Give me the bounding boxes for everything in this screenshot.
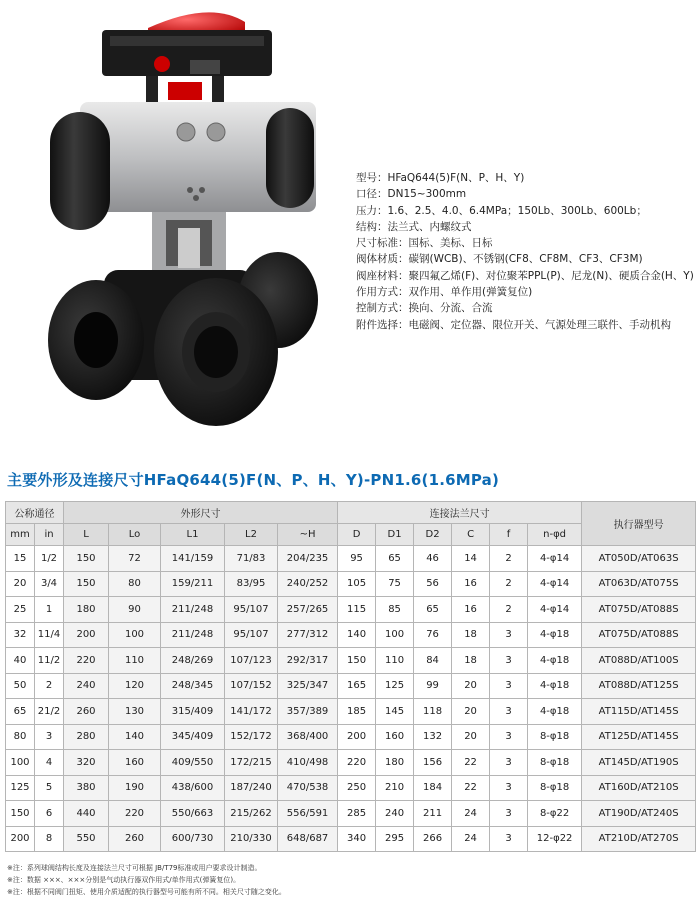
table-cell: 3 — [490, 801, 528, 827]
table-row — [6, 801, 696, 827]
table-row — [6, 775, 696, 801]
table-cell: 150 — [6, 801, 35, 827]
table-cell: 4-φ18 — [528, 648, 582, 674]
table-cell: 211/248 — [161, 597, 225, 623]
table-cell: 20 — [452, 699, 490, 725]
table-cell: 210 — [376, 775, 414, 801]
header-D2: D2 — [414, 524, 452, 546]
table-cell: 156 — [414, 750, 452, 776]
header-C: C — [452, 524, 490, 546]
table-cell: 3 — [490, 673, 528, 699]
header-f: f — [490, 524, 528, 546]
table-cell: 357/389 — [278, 699, 338, 725]
table-cell: 140 — [109, 724, 161, 750]
table-cell: 4-φ14 — [528, 597, 582, 623]
table-cell: 3 — [490, 622, 528, 648]
table-cell: 280 — [64, 724, 109, 750]
table-cell: 220 — [109, 801, 161, 827]
header-L: L — [64, 524, 109, 546]
table-cell: 24 — [452, 801, 490, 827]
table-cell: AT075D/AT088S — [582, 622, 696, 648]
table-cell: 257/265 — [278, 597, 338, 623]
table-cell: 160 — [376, 724, 414, 750]
table-cell: 345/409 — [161, 724, 225, 750]
table-row — [6, 622, 696, 648]
table-cell: 8 — [35, 826, 64, 852]
table-cell: 145 — [376, 699, 414, 725]
table-cell: 90 — [109, 597, 161, 623]
table-cell: 380 — [64, 775, 109, 801]
table-cell: 187/240 — [225, 775, 278, 801]
table-cell: 4-φ14 — [528, 546, 582, 572]
table-cell: AT115D/AT145S — [582, 699, 696, 725]
table-cell: 248/269 — [161, 648, 225, 674]
table-cell: 410/498 — [278, 750, 338, 776]
table-cell: 3 — [490, 750, 528, 776]
table-cell: 260 — [109, 826, 161, 852]
table-cell: 248/345 — [161, 673, 225, 699]
table-cell: 25 — [6, 597, 35, 623]
table-cell: 180 — [64, 597, 109, 623]
table-cell: 409/550 — [161, 750, 225, 776]
header-L2: L2 — [225, 524, 278, 546]
table-cell: 2 — [490, 546, 528, 572]
table-cell: 210/330 — [225, 826, 278, 852]
table-cell: 3 — [490, 775, 528, 801]
table-cell: 240 — [64, 673, 109, 699]
table-cell: 83/95 — [225, 571, 278, 597]
table-cell: 2 — [490, 597, 528, 623]
spec-list — [356, 170, 696, 333]
table-cell: 8-φ22 — [528, 801, 582, 827]
spec-size-standard: 尺寸标准：国标、美标、日标 — [356, 237, 493, 250]
table-cell: 85 — [376, 597, 414, 623]
table-cell: AT125D/AT145S — [582, 724, 696, 750]
table-cell: 32 — [6, 622, 35, 648]
table-cell: 240/252 — [278, 571, 338, 597]
table-cell: 220 — [64, 648, 109, 674]
table-cell: 16 — [452, 571, 490, 597]
table-cell: 200 — [64, 622, 109, 648]
table-cell: 204/235 — [278, 546, 338, 572]
table-cell: 18 — [452, 622, 490, 648]
table-cell: 40 — [6, 648, 35, 674]
table-cell: 20 — [452, 673, 490, 699]
table-cell: 115 — [338, 597, 376, 623]
table-cell: 184 — [414, 775, 452, 801]
footnote: ※注：数据 ×××、×××分别是气动执行器双作用式/单作用式(弹簧复位)。 — [7, 876, 241, 884]
table-cell: 141/159 — [161, 546, 225, 572]
table-cell: 185 — [338, 699, 376, 725]
table-cell: 150 — [64, 546, 109, 572]
table-cell: 600/730 — [161, 826, 225, 852]
spec-action-mode: 作用方式：双作用、单作用(弹簧复位) — [356, 286, 533, 299]
table-cell: 180 — [376, 750, 414, 776]
table-cell: AT145D/AT190S — [582, 750, 696, 776]
table-cell: 152/172 — [225, 724, 278, 750]
header-mm: mm — [6, 524, 35, 546]
table-cell: 285 — [338, 801, 376, 827]
table-row — [6, 673, 696, 699]
table-cell: 292/317 — [278, 648, 338, 674]
table-cell: 556/591 — [278, 801, 338, 827]
table-cell: AT050D/AT063S — [582, 546, 696, 572]
table-cell: 3 — [490, 699, 528, 725]
table-row — [6, 699, 696, 725]
table-row — [6, 826, 696, 852]
table-cell: 12-φ22 — [528, 826, 582, 852]
table-cell: 56 — [414, 571, 452, 597]
table-cell: 125 — [6, 775, 35, 801]
table-cell: AT160D/AT210S — [582, 775, 696, 801]
table-cell: 550 — [64, 826, 109, 852]
table-cell: 3 — [490, 648, 528, 674]
table-cell: 11/2 — [35, 648, 64, 674]
table-cell: 3 — [490, 724, 528, 750]
table-cell: 295 — [376, 826, 414, 852]
table-cell: 8-φ18 — [528, 775, 582, 801]
table-cell: 211 — [414, 801, 452, 827]
table-cell: 3 — [490, 826, 528, 852]
header-D1: D1 — [376, 524, 414, 546]
footnotes — [7, 862, 286, 898]
table-cell: 2 — [35, 673, 64, 699]
table-cell: 107/152 — [225, 673, 278, 699]
table-cell: 550/663 — [161, 801, 225, 827]
table-cell: 315/409 — [161, 699, 225, 725]
table-cell: 4-φ18 — [528, 699, 582, 725]
table-cell: 150 — [338, 648, 376, 674]
table-cell: 368/400 — [278, 724, 338, 750]
footnote: ※注：系列球阀结构长度及连接法兰尺寸可根据 JB/T79标准或用户要求设计制造。 — [7, 864, 262, 872]
table-cell: 20 — [452, 724, 490, 750]
table-cell: 14 — [452, 546, 490, 572]
table-cell: 320 — [64, 750, 109, 776]
header-D: D — [338, 524, 376, 546]
table-cell: 140 — [338, 622, 376, 648]
table-cell: 65 — [414, 597, 452, 623]
table-cell: 80 — [109, 571, 161, 597]
table-cell: 150 — [64, 571, 109, 597]
table-cell: 95/107 — [225, 622, 278, 648]
spec-structure: 结构：法兰式、内螺纹式 — [356, 220, 472, 233]
table-cell: 20 — [6, 571, 35, 597]
header-H: ~H — [278, 524, 338, 546]
table-cell: 105 — [338, 571, 376, 597]
table-cell: 65 — [6, 699, 35, 725]
spec-control-mode: 控制方式：换向、分流、合流 — [356, 302, 493, 315]
table-cell: 18 — [452, 648, 490, 674]
table-row — [6, 546, 696, 572]
table-cell: 200 — [338, 724, 376, 750]
table-cell: 6 — [35, 801, 64, 827]
table-cell: 130 — [109, 699, 161, 725]
table-cell: 200 — [6, 826, 35, 852]
header-L1: L1 — [161, 524, 225, 546]
table-cell: 4 — [35, 750, 64, 776]
table-cell: 3 — [35, 724, 64, 750]
table-cell: AT088D/AT100S — [582, 648, 696, 674]
table-cell: 100 — [376, 622, 414, 648]
table-cell: 11/4 — [35, 622, 64, 648]
dimension-table — [5, 501, 696, 852]
table-cell: 250 — [338, 775, 376, 801]
table-cell: AT075D/AT088S — [582, 597, 696, 623]
table-cell: 4-φ14 — [528, 571, 582, 597]
table-cell: 110 — [109, 648, 161, 674]
table-cell: 84 — [414, 648, 452, 674]
table-cell: 648/687 — [278, 826, 338, 852]
table-cell: 141/172 — [225, 699, 278, 725]
table-cell: 22 — [452, 750, 490, 776]
table-cell: AT190D/AT240S — [582, 801, 696, 827]
table-cell: 120 — [109, 673, 161, 699]
table-row — [6, 724, 696, 750]
table-cell: AT063D/AT075S — [582, 571, 696, 597]
table-cell: 4-φ18 — [528, 622, 582, 648]
footnote: ※注：根据不同阀门扭矩、使用介质适配的执行器型号可能有所不同。相关尺寸随之变化。 — [7, 888, 286, 896]
table-body — [6, 546, 696, 852]
table-cell: 65 — [376, 546, 414, 572]
spec-model: 型号：HFaQ644(5)F(N、P、H、Y) — [356, 172, 525, 184]
table-cell: 100 — [6, 750, 35, 776]
table-cell: 132 — [414, 724, 452, 750]
table-cell: 266 — [414, 826, 452, 852]
table-cell: 220 — [338, 750, 376, 776]
spec-body-material: 阀体材质：碳钢(WCB)、不锈钢(CF8、CF8M、CF3、CF3M) — [356, 253, 643, 266]
table-cell: 107/123 — [225, 648, 278, 674]
table-cell: 215/262 — [225, 801, 278, 827]
table-cell: 260 — [64, 699, 109, 725]
table-cell: 46 — [414, 546, 452, 572]
spec-pressure: 压力：1.6、2.5、4.0、6.4MPa；150Lb、300Lb、600Lb； — [356, 204, 647, 217]
table-cell: 438/600 — [161, 775, 225, 801]
table-cell: 15 — [6, 546, 35, 572]
table-cell: 80 — [6, 724, 35, 750]
table-cell: 71/83 — [225, 546, 278, 572]
table-cell: 21/2 — [35, 699, 64, 725]
table-cell: 2 — [490, 571, 528, 597]
table-cell: 8-φ18 — [528, 724, 582, 750]
table-cell: 211/248 — [161, 622, 225, 648]
table-cell: 1 — [35, 597, 64, 623]
spec-accessories: 附件选择：电磁阀、定位器、限位开关、气源处理三联件、手动机构 — [356, 318, 671, 331]
table-row — [6, 648, 696, 674]
spec-bore: 口径：DN15~300mm — [356, 188, 467, 201]
table-cell: 24 — [452, 826, 490, 852]
header-Lo: Lo — [109, 524, 161, 546]
table-cell: 16 — [452, 597, 490, 623]
header-nominal-bore: 公称通径 — [6, 502, 64, 524]
table-cell: 125 — [376, 673, 414, 699]
table-title: 主要外形及连接尺寸HFaQ644(5)F(N、P、H、Y)-PN1.6(1.6MPa) — [7, 471, 500, 489]
table-row — [6, 571, 696, 597]
table-group-header-row — [6, 502, 696, 524]
header-actuator-model: 执行器型号 — [582, 502, 696, 546]
table-cell: 76 — [414, 622, 452, 648]
table-cell: AT210D/AT270S — [582, 826, 696, 852]
table-cell: 118 — [414, 699, 452, 725]
table-cell: 277/312 — [278, 622, 338, 648]
table-cell: 190 — [109, 775, 161, 801]
table-cell: 340 — [338, 826, 376, 852]
table-cell: 172/215 — [225, 750, 278, 776]
table-cell: 4-φ18 — [528, 673, 582, 699]
valve-product-photo — [40, 0, 340, 430]
table-cell: 99 — [414, 673, 452, 699]
table-cell: 325/347 — [278, 673, 338, 699]
table-cell: 159/211 — [161, 571, 225, 597]
table-cell: 440 — [64, 801, 109, 827]
header-outline-dims: 外形尺寸 — [64, 502, 338, 524]
table-cell: 5 — [35, 775, 64, 801]
table-cell: 240 — [376, 801, 414, 827]
header-n-phi-d: n-φd — [528, 524, 582, 546]
header-flange-dims: 连接法兰尺寸 — [338, 502, 582, 524]
table-cell: 165 — [338, 673, 376, 699]
table-cell: 22 — [452, 775, 490, 801]
table-cell: 3/4 — [35, 571, 64, 597]
spec-seat-material: 阀座材料：聚四氟乙烯(F)、对位聚苯PPL(P)、尼龙(N)、硬质合金(H、Y) — [356, 269, 694, 282]
table-cell: 1/2 — [35, 546, 64, 572]
table-cell: 50 — [6, 673, 35, 699]
header-in: in — [35, 524, 64, 546]
table-row — [6, 597, 696, 623]
table-cell: 95/107 — [225, 597, 278, 623]
table-cell: 95 — [338, 546, 376, 572]
table-cell: 470/538 — [278, 775, 338, 801]
table-cell: 160 — [109, 750, 161, 776]
table-cell: 110 — [376, 648, 414, 674]
table-cell: 72 — [109, 546, 161, 572]
table-cell: 75 — [376, 571, 414, 597]
table-cell: 100 — [109, 622, 161, 648]
table-cell: 8-φ18 — [528, 750, 582, 776]
table-row — [6, 750, 696, 776]
table-cell: AT088D/AT125S — [582, 673, 696, 699]
